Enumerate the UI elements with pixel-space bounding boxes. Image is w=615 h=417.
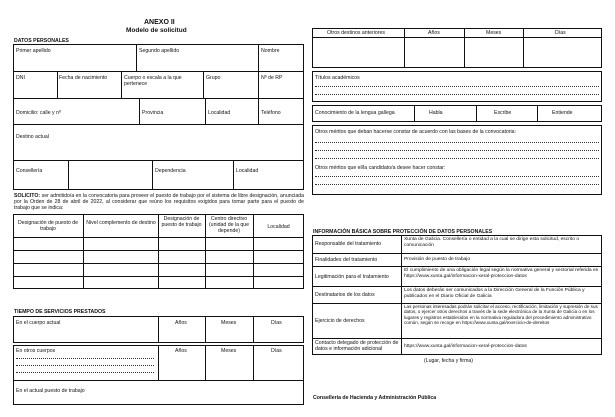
province-label: Provincia xyxy=(142,110,164,116)
years-label-1: Años xyxy=(175,320,187,326)
write-label: Escribe xyxy=(494,110,512,116)
place-date-signature: (Lugar, fecha y firma) xyxy=(424,358,474,364)
privacy-value-recipients: Los datos deberán ser comunicados a la Dirección General de la Función Pública y publicados en el Diario Oficial de Galicia xyxy=(404,288,585,299)
name-label: Nombre xyxy=(261,48,280,54)
current-body-label: En el cuerpo actual xyxy=(16,320,61,326)
solicito-paragraph xyxy=(14,193,304,211)
job-col-designation2: Designación de puesto de trabajo xyxy=(161,216,202,228)
birth-date-label: Fecha de nacimiento xyxy=(59,75,108,81)
privacy-section-title: INFORMACIÓN BÁSICA SOBRE PROTECCIÓN DE DATOS PERSONALES xyxy=(313,229,493,235)
privacy-label-controller: Responsable del tratamiento xyxy=(315,241,382,247)
address-label: Domicilio: calle y nº xyxy=(16,110,61,116)
job-col-level: Nivel complemento de destino xyxy=(86,220,156,226)
dependency-label: Dependencia xyxy=(155,168,186,174)
privacy-label-legitimation: Legitimación para el tratamiento xyxy=(315,274,389,280)
phone-label: Teléfono xyxy=(261,110,281,116)
privacy-label-rights: Ejercicio de derechos xyxy=(315,318,365,324)
privacy-value-controller: Xunta de Galicia. Consellería o entidad a la cual se dirige esta solicitud, escrito o comunicación xyxy=(404,237,580,248)
current-post-label: Destino actual xyxy=(16,134,49,140)
galician-label: Conocimiento de la lengua gallega xyxy=(315,110,395,116)
other-bodies-label: En otros cuerpos xyxy=(16,348,56,354)
privacy-value-purposes: Provisión de puesto de trabajo xyxy=(404,257,471,262)
solicito-label: SOLICITO: xyxy=(14,193,41,199)
job-col-locality: Localidad xyxy=(267,224,290,230)
addressee: Consellería de Hacienda y Administración Pública xyxy=(313,395,437,401)
merits-label: Otros méritos que deban hacerse constar de acuerdo con las bases de la convocatoria: xyxy=(315,129,516,135)
years-label-2: Años xyxy=(175,348,187,354)
group-label: Grupo xyxy=(206,75,221,81)
service-time-title: TIEMPO DE SERVICIOS PRESTADOS xyxy=(14,309,106,315)
second-surname-label: Segundo apellido xyxy=(139,48,180,54)
personal-section-title: DATOS PERSONALES xyxy=(14,38,69,44)
job-col-designation: Designación de puesto de trabajo xyxy=(18,220,78,232)
titles-label: Títulos académicos xyxy=(315,75,360,81)
privacy-value-legitimation: El cumplimiento de una obligación legal según la normativa general y sectorial referida en https://www.xunta.gal/informacion-xeral-proteccion-datos xyxy=(404,268,599,279)
page-title: Modelo de solicitud xyxy=(126,27,187,34)
merits2-label: Otros méritos que el/la candidato/a desee hacer constar: xyxy=(315,165,446,171)
privacy-label-recipients: Destinatarios de los datos xyxy=(315,292,375,298)
current-job-label: En el actual puesto de trabajo xyxy=(16,388,85,394)
dni-label: DNI xyxy=(16,75,25,81)
annex-label: ANEXO II xyxy=(144,19,175,26)
locality-label: Localidad xyxy=(208,110,231,116)
months-label-3: Meses xyxy=(486,30,502,36)
privacy-label-contact: Contacto delegado de protección de datos e información adicional xyxy=(315,340,399,352)
other-posts-label: Otros destinos anteriores xyxy=(327,30,385,36)
privacy-label-purposes: Finalidades del tratamiento xyxy=(315,257,378,263)
days-label-2: Días xyxy=(271,348,282,354)
first-surname-label: Primer apellido xyxy=(16,48,51,54)
speak-label: Habla xyxy=(429,110,443,116)
solicito-text: ser admitido/a en la convocatoria para proveer el puesto de trabajo por el sistema de libre designación, anunciada por la Orden de 28 de abril de 2022, al considerar que reúno los requisitos exigidos para tomar parte para el puesto de trabajo que se indica: xyxy=(14,193,304,211)
years-label-3: Años xyxy=(428,30,440,36)
nrp-label: Nº de RP xyxy=(261,75,283,81)
locality2-label: Localidad xyxy=(236,168,259,174)
privacy-value-rights: Las personas interesadas podrán solicitar el acceso, rectificación, limitación y supresión de sus datos, o ejercer otros derechos a través de la sede electrónica de la Xunta de Galicia o en los lugares y registros establecidos en la normativa reguladora del procedimiento administrativo común, según se recoge en https://www.xunta.gal/exercicio-de-dereitos xyxy=(404,304,598,325)
understand-label: Entiende xyxy=(552,110,573,116)
department-label: Consellería xyxy=(16,168,43,174)
days-label-3: Días xyxy=(555,30,566,36)
body-scale-label: Cuerpo o escala a la que pertenece xyxy=(124,75,182,87)
months-label-1: Meses xyxy=(221,320,237,326)
job-col-directive-center: Centro directivo (unidad de la que depende) xyxy=(208,216,250,234)
days-label-1: Días xyxy=(271,320,282,326)
months-label-2: Meses xyxy=(221,348,237,354)
privacy-value-contact: https://www.xunta.gal/informacion-xeral-proteccion-datos xyxy=(404,344,527,349)
